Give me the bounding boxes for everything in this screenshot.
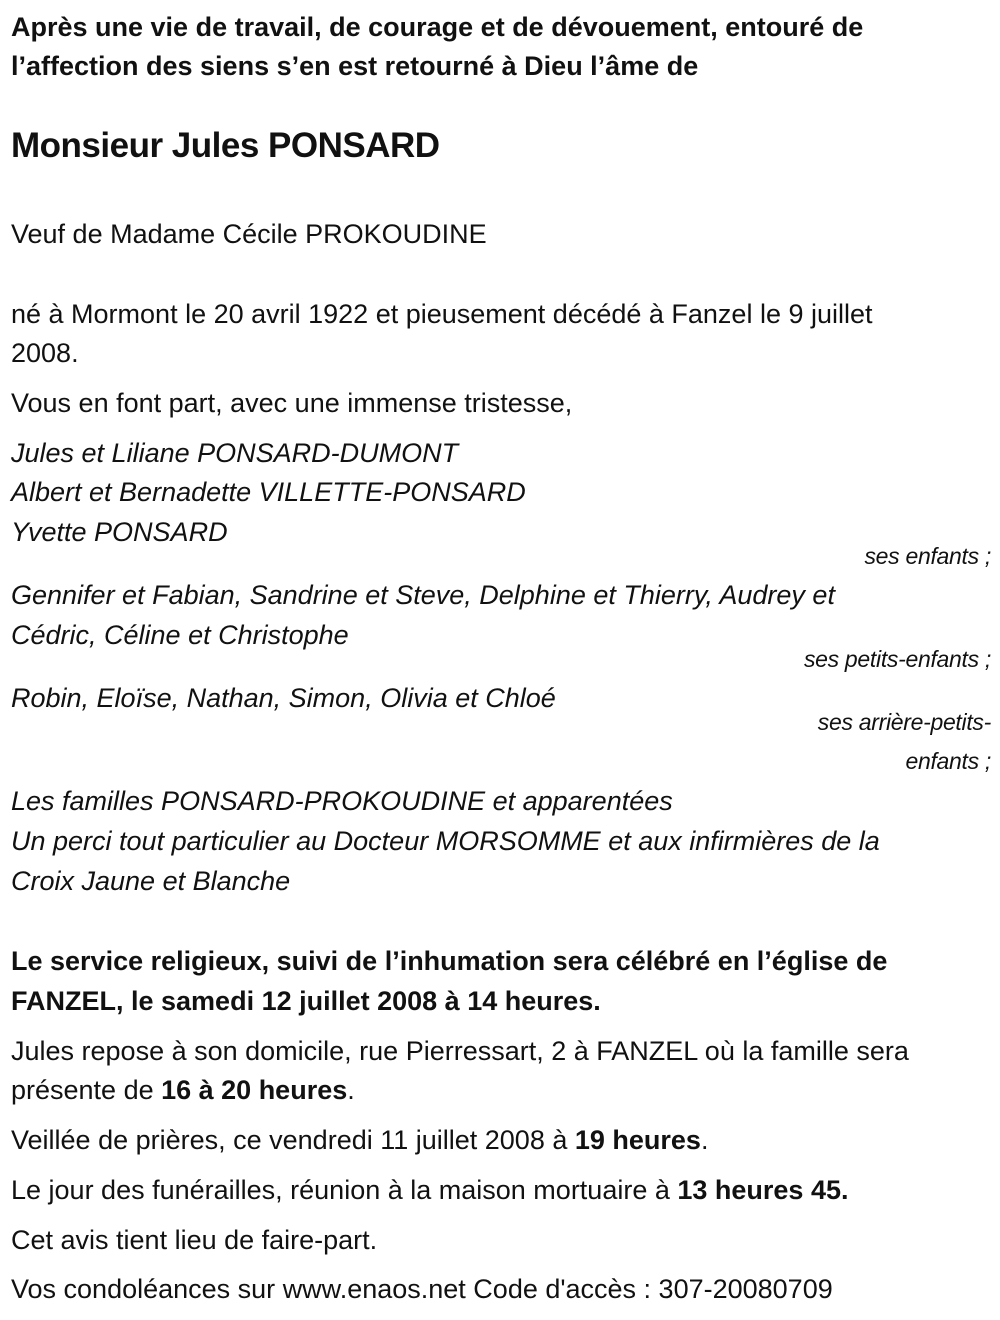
child-2: Albert et Bernadette VILLETTE-PONSARD — [11, 477, 526, 507]
grandchildren-label: ses petits-enfants ; — [803, 646, 991, 672]
intro-line-2: l’affection des siens s’en est retourné à Dieu l’âme de — [11, 51, 699, 81]
repose-hours: 16 à 20 heures — [161, 1075, 348, 1105]
child-1: Jules et Liliane PONSARD-DUMONT — [11, 438, 459, 468]
grandchildren-line-2: Cédric, Céline et Christophe — [11, 620, 349, 650]
repose-prefix: présente de — [11, 1075, 162, 1105]
meeting-time: 13 heures 45. — [677, 1175, 849, 1205]
repose-suffix: . — [347, 1075, 355, 1105]
notice: Cet avis tient lieu de faire-part. — [11, 1225, 378, 1255]
repose-line-1: Jules repose à son domicile, rue Pierressart, 2 à FANZEL où la famille sera — [11, 1036, 909, 1066]
vigil-time: 19 heures — [574, 1125, 701, 1155]
vigil-suffix: . — [700, 1125, 709, 1155]
birth-death-line-1: né à Mormont le 20 avril 1922 et pieusement décédé à Fanzel le 9 juillet — [11, 299, 873, 329]
birth-death-line-2: 2008. — [11, 338, 79, 368]
meeting-prefix: Le jour des funérailles, réunion à la maison mortuaire à — [11, 1175, 678, 1205]
children-label: ses enfants ; — [864, 543, 991, 569]
widower-of: Veuf de Madame Cécile PROKOUDINE — [11, 219, 487, 249]
families: Les familles PONSARD-PROKOUDINE et apparentées — [11, 786, 673, 816]
child-3: Yvette PONSARD — [11, 517, 228, 547]
great-grandchildren-names: Robin, Eloïse, Nathan, Simon, Olivia et Chloé — [11, 683, 556, 713]
condolences-code: Code d'accès : 307-20080709 — [465, 1274, 833, 1304]
thanks-line-1: Un perci tout particulier au Docteur MORSOMME et aux infirmières de la — [11, 826, 880, 856]
announcement: Vous en font part, avec une immense tristesse, — [11, 388, 573, 418]
grandchildren-line-1: Gennifer et Fabian, Sandrine et Steve, Delphine et Thierry, Audrey et — [11, 580, 835, 610]
repose-line-2 — [11, 1075, 355, 1105]
meeting — [11, 1175, 849, 1205]
intro-line-1: Après une vie de travail, de courage et de dévouement, entouré de — [11, 12, 864, 42]
vigil — [11, 1125, 708, 1155]
thanks-line-2: Croix Jaune et Blanche — [11, 866, 291, 896]
deceased-name: Monsieur Jules PONSARD — [11, 126, 440, 165]
condolences — [11, 1274, 833, 1304]
great-grandchildren-label-1: ses arrière-petits- — [817, 709, 991, 735]
service-line-2: FANZEL, le samedi 12 juillet 2008 à 14 heures. — [11, 986, 601, 1016]
vigil-prefix: Veillée de prières, ce vendredi 11 juillet 2008 à — [11, 1125, 575, 1155]
condolences-link[interactable]: www.enaos.net — [282, 1274, 466, 1304]
service-line-1: Le service religieux, suivi de l’inhumation sera célébré en l’église de — [11, 946, 888, 976]
great-grandchildren-label-2: enfants ; — [905, 748, 991, 774]
condolences-prefix: Vos condoléances sur — [11, 1274, 283, 1304]
